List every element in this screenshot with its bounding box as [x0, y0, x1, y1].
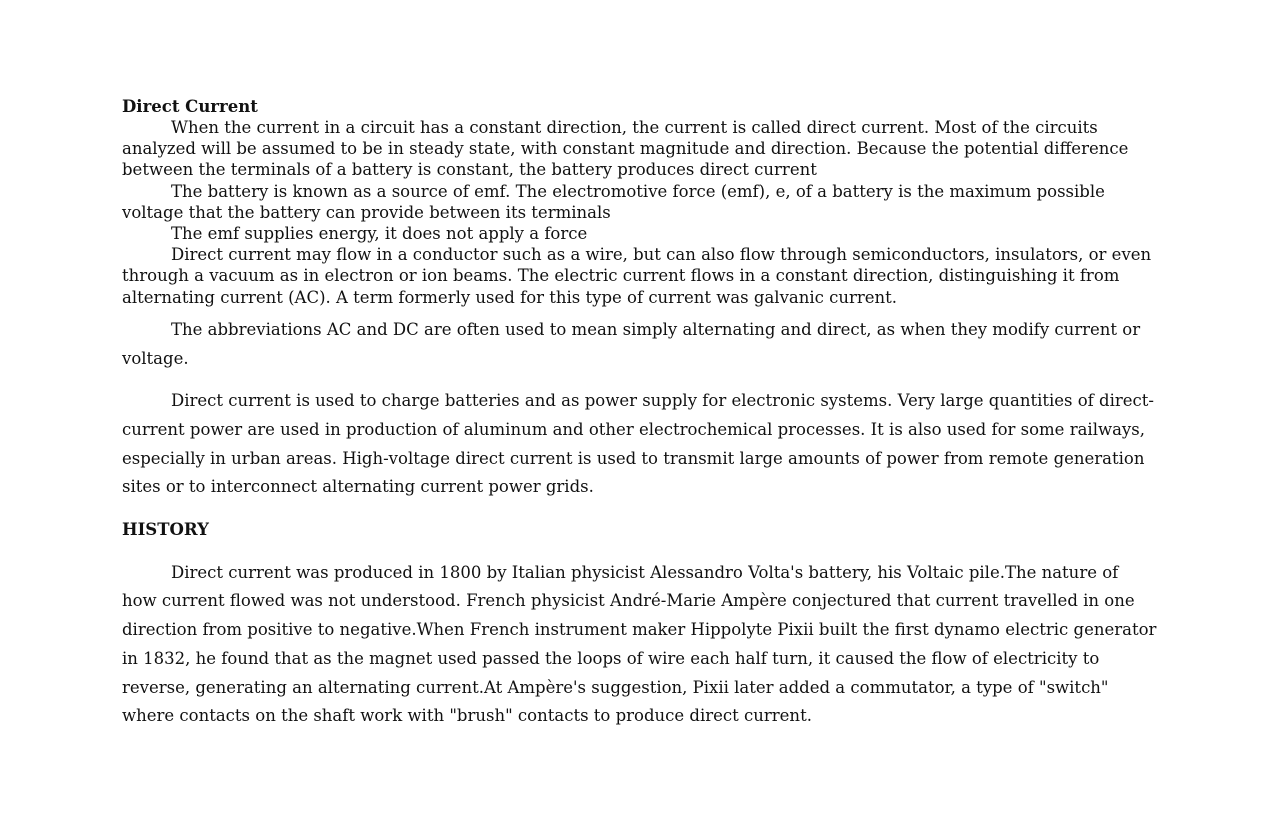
paragraph-emf-energy: The emf supplies energy, it does not apply a force — [171, 224, 588, 244]
paragraph-uses: Direct current is used to charge batteries and as power supply for electronic systems. Very large quantities of direct-current power are used in production of aluminum and other electrochemical processes. It is also used for some railways, especially in urban areas. High-voltage direct current is used to transmit large amounts of power from remote generation sites or to interconnect alternating current power grids. — [122, 391, 1154, 497]
paragraph-history: Direct current was produced in 1800 by Italian physicist Alessandro Volta's battery, his Voltaic pile.The nature of how current flowed was not understood. French physicist André-Marie Ampère conjectured that current travelled in one direction from positive to negative.When French instrument maker Hippolyte Pixii built the first dynamo electric generator in 1832, he found that as the magnet used passed the loops of wire each half turn, it caused the flow of electricity to reverse, generating an alternating current.At Ampère's suggestion, Pixii later added a commutator, a type of "switch" where contacts on the shaft work with "brush" contacts to produce direct current. — [122, 562, 1157, 726]
document-page — [122, 96, 1158, 731]
paragraph-conductors: Direct current may flow in a conductor such as a wire, but can also flow through semiconductors, insulators, or even through a vacuum as in electron or ion beams. The electric current flows in a constant direction, distinguishing it from alternating current (AC). A term formerly used for this type of current was galvanic current. — [122, 245, 1152, 307]
paragraph-direct-current-definition: When the current in a circuit has a constant direction, the current is called direct current. Most of the circuits analyzed will be assumed to be in steady state, with constant magnitude and direction. Because the potential difference between the terminals of a battery is constant, the battery produces direct current — [122, 118, 1129, 180]
intro-section — [122, 117, 1158, 308]
history-heading: HISTORY — [122, 520, 209, 540]
document-title: Direct Current — [122, 97, 258, 116]
paragraph-emf-source: The battery is known as a source of emf. The electromotive force (emf), e, of a battery is the maximum possible voltage that the battery can provide between its terminals — [122, 181, 1105, 222]
paragraph-abbreviations: The abbreviations AC and DC are often used to mean simply alternating and direct, as when they modify current or voltage. — [122, 319, 1141, 368]
